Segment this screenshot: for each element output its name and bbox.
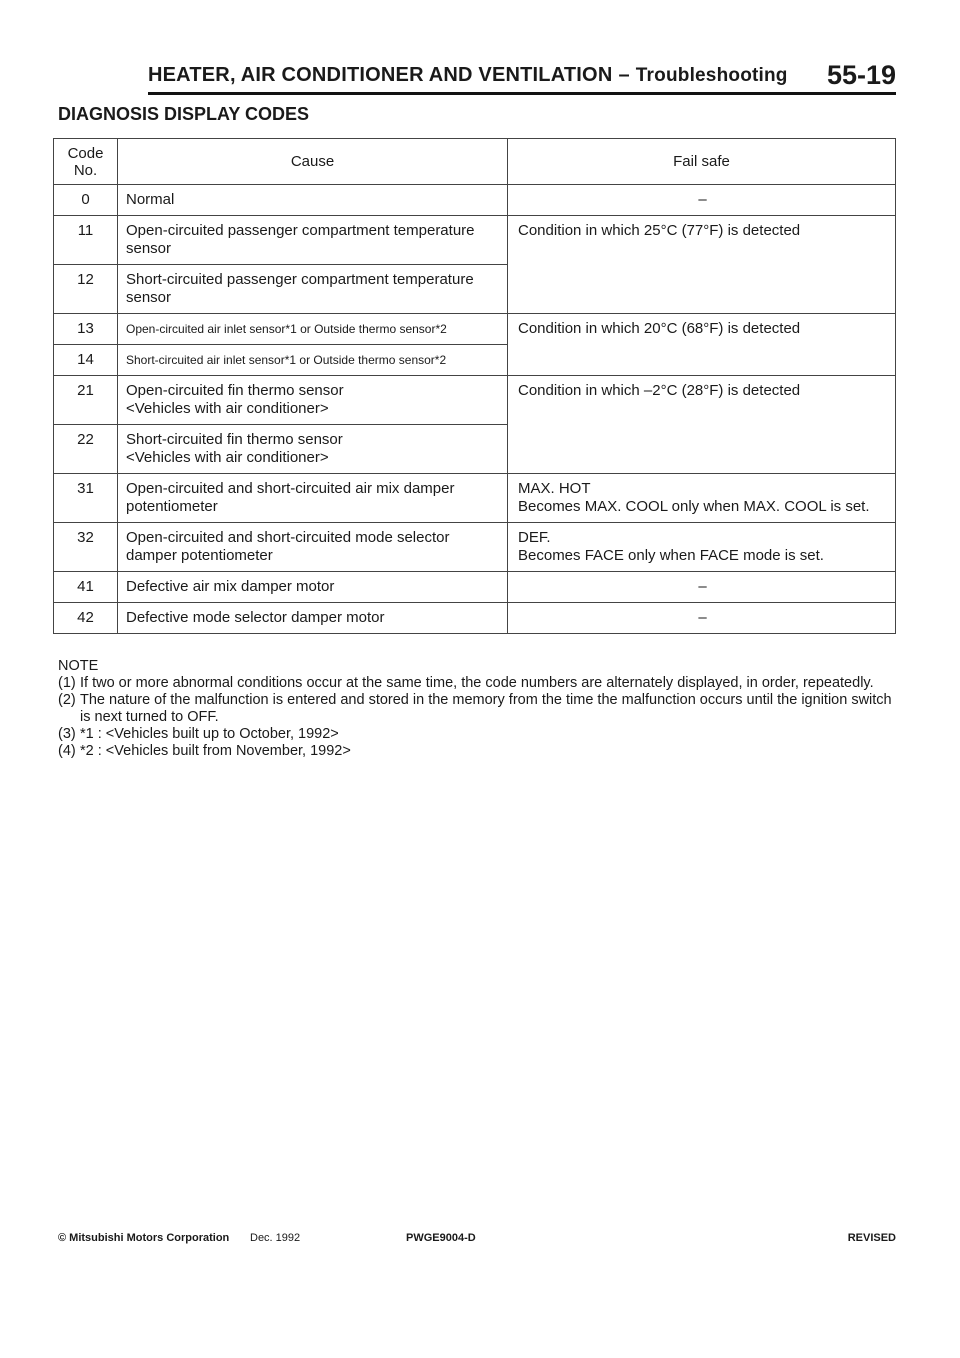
code-cell: 0 bbox=[54, 185, 118, 216]
fail-safe-cell: – bbox=[508, 185, 896, 216]
table-row bbox=[54, 523, 896, 572]
note-item bbox=[58, 692, 896, 726]
note-item bbox=[58, 726, 896, 743]
note-number: (1) bbox=[58, 675, 76, 691]
cause-cell: Normal bbox=[118, 185, 508, 216]
note-text: If two or more abnormal conditions occur at the same time, the code numbers are alternately displayed, in order, repeatedly. bbox=[80, 675, 874, 691]
code-cell: 11 bbox=[54, 216, 118, 265]
note-text: *1 : <Vehicles built up to October, 1992> bbox=[80, 726, 339, 742]
footer-status: REVISED bbox=[847, 1232, 896, 1244]
fail-safe-line: DEF. bbox=[518, 529, 551, 546]
code-cell: 22 bbox=[54, 425, 118, 474]
cause-line: Open-circuited fin thermo sensor bbox=[126, 382, 344, 399]
table-row bbox=[54, 185, 896, 216]
table-row bbox=[54, 314, 896, 345]
code-cell: 32 bbox=[54, 523, 118, 572]
note-text: The nature of the malfunction is entered and stored in the memory from the time the malfunction occurs until the ignition switch is next turned to OFF. bbox=[80, 692, 892, 725]
footer-copyright: © Mitsubishi Motors Corporation bbox=[58, 1232, 230, 1244]
cause-cell: Open-circuited and short-circuited mode selector damper potentiometer bbox=[118, 523, 508, 572]
code-cell: 31 bbox=[54, 474, 118, 523]
note-item bbox=[58, 743, 896, 760]
notes-block bbox=[58, 658, 896, 760]
cause-cell: Defective mode selector damper motor bbox=[118, 603, 508, 634]
column-header-code: Code No. bbox=[54, 139, 118, 185]
fail-safe-cell bbox=[508, 474, 896, 523]
fail-safe-line: Becomes MAX. COOL only when MAX. COOL is set. bbox=[518, 498, 870, 515]
cause-cell: Short-circuited air inlet sensor*1 or Outside thermo sensor*2 bbox=[118, 345, 508, 376]
cause-cell bbox=[118, 425, 508, 474]
header-dash: – bbox=[618, 64, 630, 86]
fail-safe-cell bbox=[508, 523, 896, 572]
fail-safe-cell: Condition in which 20°C (68°F) is detected bbox=[508, 314, 896, 376]
cause-line: <Vehicles with air conditioner> bbox=[126, 449, 329, 466]
diagnosis-codes-table bbox=[53, 138, 896, 634]
table-row bbox=[54, 603, 896, 634]
header-subtitle: Troubleshooting bbox=[635, 65, 788, 86]
fail-safe-cell: – bbox=[508, 572, 896, 603]
note-item bbox=[58, 675, 896, 692]
fail-safe-cell: – bbox=[508, 603, 896, 634]
section-title: DIAGNOSIS DISPLAY CODES bbox=[58, 104, 310, 124]
footer-document-code: PWGE9004-D bbox=[406, 1232, 476, 1244]
table-row bbox=[54, 572, 896, 603]
cause-cell: Open-circuited air inlet sensor*1 or Outside thermo sensor*2 bbox=[118, 314, 508, 345]
code-cell: 42 bbox=[54, 603, 118, 634]
note-number: (4) bbox=[58, 743, 76, 759]
fail-safe-line: Becomes FACE only when FACE mode is set. bbox=[518, 547, 824, 564]
table-row bbox=[54, 376, 896, 425]
cause-cell bbox=[118, 376, 508, 425]
fail-safe-line: MAX. HOT bbox=[518, 480, 591, 497]
cause-line: <Vehicles with air conditioner> bbox=[126, 400, 329, 417]
page-header bbox=[148, 60, 896, 95]
note-text: *2 : <Vehicles built from November, 1992> bbox=[80, 743, 351, 759]
page-number: 55-19 bbox=[826, 60, 896, 90]
cause-cell: Open-circuited and short-circuited air mix damper potentiometer bbox=[118, 474, 508, 523]
cause-cell: Defective air mix damper motor bbox=[118, 572, 508, 603]
footer-date: Dec. 1992 bbox=[250, 1232, 301, 1244]
table-header-row bbox=[54, 139, 896, 185]
code-cell: 41 bbox=[54, 572, 118, 603]
cause-cell: Short-circuited passenger compartment temperature sensor bbox=[118, 265, 508, 314]
header-title-line bbox=[148, 64, 788, 87]
table-row bbox=[54, 216, 896, 265]
fail-safe-cell: Condition in which 25°C (77°F) is detected bbox=[508, 216, 896, 314]
code-cell: 13 bbox=[54, 314, 118, 345]
column-header-fail-safe: Fail safe bbox=[508, 139, 896, 185]
note-number: (3) bbox=[58, 726, 76, 742]
code-cell: 12 bbox=[54, 265, 118, 314]
cause-line: Short-circuited fin thermo sensor bbox=[126, 431, 343, 448]
note-number: (2) bbox=[58, 692, 76, 708]
code-cell: 14 bbox=[54, 345, 118, 376]
cause-cell: Open-circuited passenger compartment temperature sensor bbox=[118, 216, 508, 265]
column-header-cause: Cause bbox=[118, 139, 508, 185]
notes-title: NOTE bbox=[58, 658, 99, 674]
header-title: HEATER, AIR CONDITIONER AND VENTILATION bbox=[148, 64, 613, 86]
table-row bbox=[54, 474, 896, 523]
code-cell: 21 bbox=[54, 376, 118, 425]
fail-safe-cell: Condition in which –2°C (28°F) is detected bbox=[508, 376, 896, 474]
